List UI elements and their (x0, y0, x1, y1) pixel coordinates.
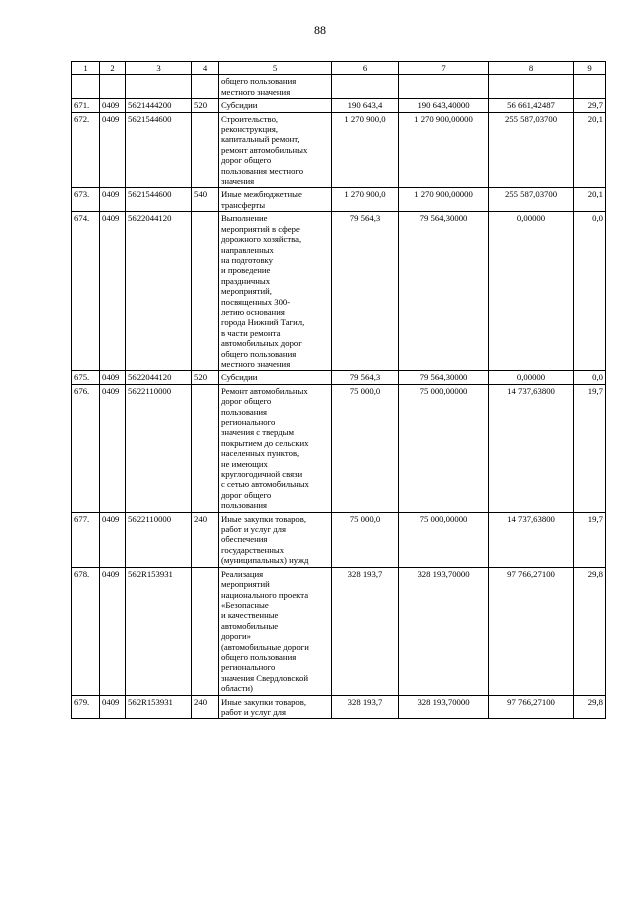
row-number-cell: 678. (72, 567, 100, 695)
table-body (72, 75, 606, 719)
name-cell: Субсидии (219, 371, 332, 384)
col-header: 1 (72, 62, 100, 75)
target-article-cell: 5622110000 (126, 512, 192, 567)
clarified-amount-cell: 328 193,70000 (399, 695, 489, 719)
section-code-cell: 0409 (100, 384, 126, 512)
page-number: 88 (314, 23, 326, 37)
row-number-cell (72, 75, 100, 99)
table-row (72, 212, 606, 371)
plan-amount-cell: 1 270 900,0 (332, 112, 399, 188)
plan-amount-cell: 328 193,7 (332, 695, 399, 719)
table-row (72, 112, 606, 188)
table-row (72, 371, 606, 384)
table-row (72, 99, 606, 112)
section-code-cell: 0409 (100, 99, 126, 112)
table-row (72, 512, 606, 567)
plan-amount-cell: 75 000,0 (332, 512, 399, 567)
executed-amount-cell: 255 587,03700 (489, 188, 574, 212)
section-code-cell: 0409 (100, 512, 126, 567)
executed-amount-cell: 14 737,63800 (489, 384, 574, 512)
name-cell: Строительство, реконструкция, капитальный ремонт, ремонт автомобильных дорог общего пользования местного значения (219, 112, 332, 188)
row-number-cell: 671. (72, 99, 100, 112)
row-number-cell: 674. (72, 212, 100, 371)
row-number-cell: 677. (72, 512, 100, 567)
clarified-amount-cell: 328 193,70000 (399, 567, 489, 695)
col-header: 7 (399, 62, 489, 75)
target-article-cell: 5622044120 (126, 371, 192, 384)
plan-amount-cell: 79 564,3 (332, 371, 399, 384)
name-cell: Иные закупки товаров, работ и услуг для (219, 695, 332, 719)
percent-cell (574, 75, 606, 99)
plan-amount-cell: 79 564,3 (332, 212, 399, 371)
expense-type-cell: 540 (192, 188, 219, 212)
target-article-cell: 562R153931 (126, 567, 192, 695)
target-article-cell: 5621444200 (126, 99, 192, 112)
name-cell: Ремонт автомобильных дорог общего пользования регионального значения с твердым покрытием до сельских населенных пунктов, не имеющих круглогодичной связи с сетью автомобильных дорог общего пользования (219, 384, 332, 512)
section-code-cell: 0409 (100, 212, 126, 371)
col-header: 2 (100, 62, 126, 75)
row-number-cell: 675. (72, 371, 100, 384)
executed-amount-cell: 97 766,27100 (489, 695, 574, 719)
clarified-amount-cell: 1 270 900,00000 (399, 112, 489, 188)
plan-amount-cell: 328 193,7 (332, 567, 399, 695)
clarified-amount-cell: 79 564,30000 (399, 371, 489, 384)
table-row (72, 75, 606, 99)
expense-type-cell (192, 567, 219, 695)
percent-cell: 19,7 (574, 512, 606, 567)
plan-amount-cell: 190 643,4 (332, 99, 399, 112)
section-code-cell: 0409 (100, 188, 126, 212)
table-row (72, 567, 606, 695)
percent-cell: 29,7 (574, 99, 606, 112)
expense-type-cell (192, 75, 219, 99)
name-cell: Реализация мероприятий национального проекта «Безопасные и качественные автомобильные дороги» (автомобильные дороги общего пользования регионального значения Свердловской области) (219, 567, 332, 695)
col-header: 5 (219, 62, 332, 75)
executed-amount-cell (489, 75, 574, 99)
name-cell: Иные межбюджетные трансферты (219, 188, 332, 212)
executed-amount-cell: 97 766,27100 (489, 567, 574, 695)
target-article-cell (126, 75, 192, 99)
expense-type-cell: 520 (192, 371, 219, 384)
target-article-cell: 5621544600 (126, 188, 192, 212)
percent-cell: 29,8 (574, 567, 606, 695)
col-header: 8 (489, 62, 574, 75)
row-number-cell: 673. (72, 188, 100, 212)
table-row (72, 384, 606, 512)
expense-type-cell: 520 (192, 99, 219, 112)
section-code-cell: 0409 (100, 695, 126, 719)
target-article-cell: 5622110000 (126, 384, 192, 512)
executed-amount-cell: 56 661,42487 (489, 99, 574, 112)
clarified-amount-cell: 190 643,40000 (399, 99, 489, 112)
percent-cell: 29,8 (574, 695, 606, 719)
clarified-amount-cell: 79 564,30000 (399, 212, 489, 371)
name-cell: Иные закупки товаров, работ и услуг для обеспечения государственных (муниципальных) нужд (219, 512, 332, 567)
target-article-cell: 5621544600 (126, 112, 192, 188)
table-row (72, 188, 606, 212)
budget-table (71, 61, 606, 719)
expense-type-cell: 240 (192, 695, 219, 719)
plan-amount-cell (332, 75, 399, 99)
row-number-cell: 679. (72, 695, 100, 719)
table-row (72, 695, 606, 719)
clarified-amount-cell: 1 270 900,00000 (399, 188, 489, 212)
header-row (72, 62, 606, 75)
clarified-amount-cell (399, 75, 489, 99)
name-cell: общего пользования местного значения (219, 75, 332, 99)
percent-cell: 19,7 (574, 384, 606, 512)
executed-amount-cell: 0,00000 (489, 371, 574, 384)
target-article-cell: 5622044120 (126, 212, 192, 371)
expense-type-cell (192, 384, 219, 512)
col-header: 9 (574, 62, 606, 75)
clarified-amount-cell: 75 000,00000 (399, 384, 489, 512)
expense-type-cell: 240 (192, 512, 219, 567)
percent-cell: 0,0 (574, 212, 606, 371)
target-article-cell: 562R153931 (126, 695, 192, 719)
section-code-cell: 0409 (100, 371, 126, 384)
executed-amount-cell: 0,00000 (489, 212, 574, 371)
percent-cell: 20,1 (574, 188, 606, 212)
percent-cell: 0,0 (574, 371, 606, 384)
percent-cell: 20,1 (574, 112, 606, 188)
expense-type-cell (192, 112, 219, 188)
row-number-cell: 676. (72, 384, 100, 512)
plan-amount-cell: 75 000,0 (332, 384, 399, 512)
expense-type-cell (192, 212, 219, 371)
name-cell: Субсидии (219, 99, 332, 112)
section-code-cell (100, 75, 126, 99)
row-number-cell: 672. (72, 112, 100, 188)
section-code-cell: 0409 (100, 112, 126, 188)
executed-amount-cell: 14 737,63800 (489, 512, 574, 567)
executed-amount-cell: 255 587,03700 (489, 112, 574, 188)
name-cell: Выполнение мероприятий в сфере дорожного хозяйства, направленных на подготовку и проведение праздничных мероприятий, посвященных 300- летию основания города Нижний Тагил, в части ремонта автомобильных дорог общего пользования местного значения (219, 212, 332, 371)
col-header: 4 (192, 62, 219, 75)
section-code-cell: 0409 (100, 567, 126, 695)
col-header: 6 (332, 62, 399, 75)
col-header: 3 (126, 62, 192, 75)
plan-amount-cell: 1 270 900,0 (332, 188, 399, 212)
clarified-amount-cell: 75 000,00000 (399, 512, 489, 567)
